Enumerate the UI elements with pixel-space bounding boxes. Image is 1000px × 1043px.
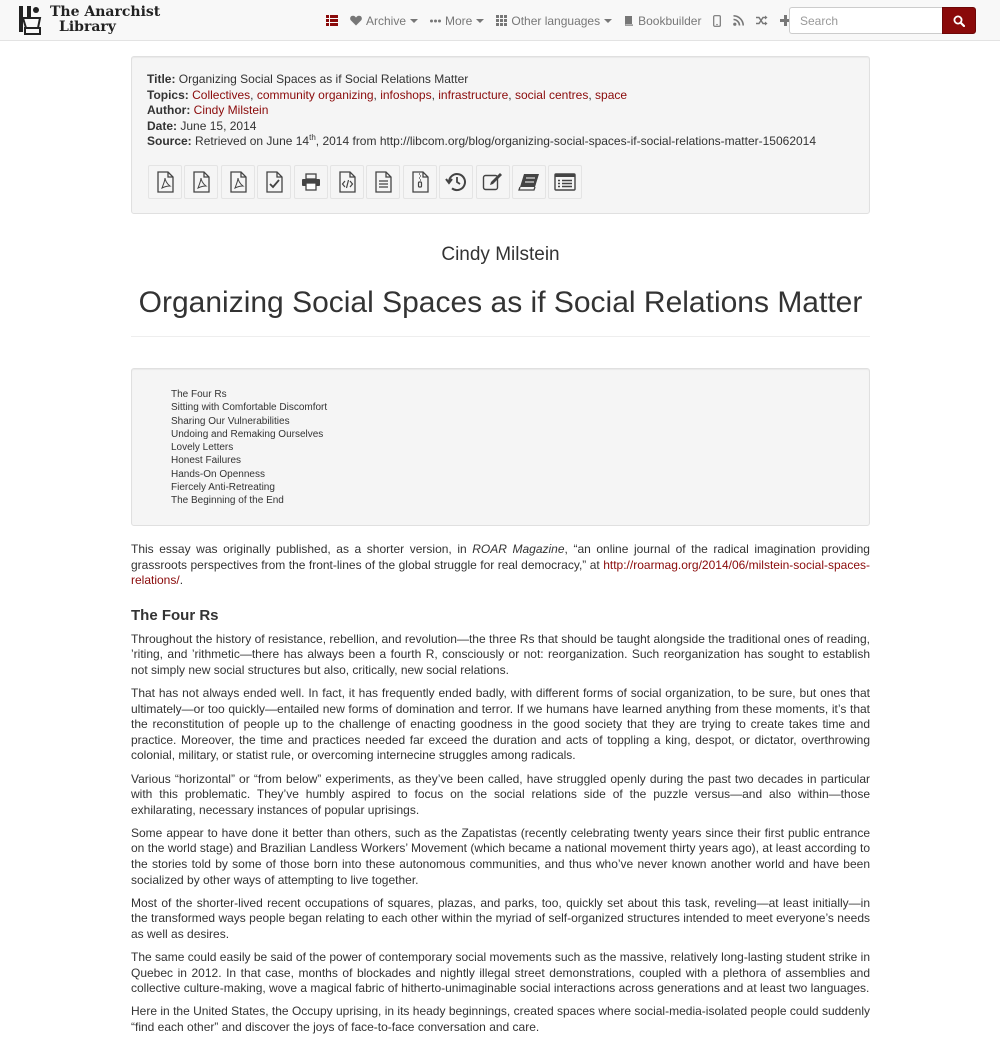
title-divider [131,336,870,337]
topic-separator: , [431,87,439,102]
toc-item[interactable]: Sitting with Comfortable Discomfort [171,402,328,414]
pdf-a4-icon [191,171,211,193]
topic-separator: , [588,87,596,102]
meta-source-post: , 2014 from http://libcom.org/blog/organizing-social-spaces-if-social-relations-matter-15062014 [315,134,817,148]
toc-item[interactable]: Sharing Our Vulnerabilities [171,415,290,427]
topic-link[interactable]: infrastructure [438,87,509,102]
history-icon [445,172,467,192]
article-author-heading: Cindy Milstein [441,244,560,265]
topic-link[interactable]: community organizing [256,87,374,102]
topic-link[interactable]: space [595,87,628,102]
toc-item[interactable]: Lovely Letters [171,442,234,454]
download-epub-button[interactable] [257,165,291,199]
body-paragraph: Various “horizontal” or “from below” experiments, as they’ve been called, have struggled openly during the past two decades in particular with this problematic. They’ve humbly aspired to focus on the social relations side of the puzzle versus—and also within—those exhilarating, necessary instances of popular uprisings. [131,771,870,817]
print-button[interactable] [294,165,328,199]
meta-date-value: June 15, 2014 [180,118,257,133]
body-paragraph: Most of the shorter-lived recent occupations of squares, plazas, and parks, too, quickly set about this task, reveling—at least initially—in the transformed ways people began relating to each other within the myriad of self-organized structures intended to meet everyone’s needs as well as desires. [131,895,870,941]
grid-icon [496,15,507,26]
epub-icon [264,171,284,193]
site-brand[interactable] [18,3,160,37]
nav-bookbuilder[interactable] [618,0,707,41]
rss-icon [733,15,744,26]
nav-random-button[interactable] [750,0,774,41]
section-heading: The Four Rs [131,606,219,624]
intro-post: . [179,573,184,588]
topic-separator: , [250,87,257,102]
table-of-contents-icon [554,173,576,191]
download-pdf-button[interactable] [148,165,182,199]
nav-rss-button[interactable] [727,0,750,41]
add-to-bookbuilder-button[interactable] [512,165,546,199]
article-body [131,542,870,1043]
source-zip-icon [410,171,430,193]
meta-author-label: Author: [147,103,191,117]
brand-text [50,5,160,35]
pdf-icon [155,171,175,193]
meta-date [147,119,854,135]
nav-bookbuilder-label: Bookbuilder [638,13,702,28]
ellipsis-icon [430,19,441,23]
body-paragraph: Throughout the history of resistance, rebellion, and revolution—the three Rs that should be taught alongside the traditional ones of reading, ’riting, and ’rithmetic—there has always been a fourth R, consciously or not: reorganization. Such reorganization has sought to establish not simply new social structures but also, critically, new social relations. [131,631,870,677]
topic-link[interactable]: social centres [514,87,589,102]
table-of-contents [131,368,870,526]
search-form [789,7,976,34]
nav-list-button[interactable] [320,0,344,41]
meta-title [147,72,854,88]
toc-item[interactable]: Fiercely Anti-Retreating [171,482,275,494]
article-title: Organizing Social Spaces as if Social Relations Matter [138,286,863,319]
text-info-panel [131,56,870,214]
toc-item[interactable]: Undoing and Remaking Ourselves [171,428,324,440]
pdf-letter-icon [228,171,248,193]
download-plain-text-button[interactable] [366,165,400,199]
meta-date-label: Date: [147,118,178,133]
intro-pre: This essay was originally published, as a shorter version, in [131,542,473,556]
chevron-down-icon [476,19,484,23]
random-icon [756,15,768,26]
download-source-button[interactable] [403,165,437,199]
body-paragraph: Some appear to have done it better than others, such as the Zapatistas (recently celebrating twenty years since their first public entrance on the world stage) and Brazilian Landless Workers’ Movement (which became a national movement thirty years ago), at least according to the stories told by some of those born into these autonomous communities, and thus who’ve never known another world and have been socialized by other ways of attempting to live together. [131,825,870,887]
plain-text-icon [373,171,393,193]
topic-separator: , [373,87,381,102]
meta-source-sup: th [309,133,316,142]
meta-author [147,103,854,119]
brand-line-1: The Anarchist [50,4,161,20]
magazine-name: ROAR Magazine [472,542,565,556]
download-pdf-letter-button[interactable] [221,165,255,199]
heart-icon [350,15,362,26]
toc-item[interactable]: The Four Rs [171,389,227,400]
intro-mid: , “an online journal of the radical imagination providing grassroots perspectives from the front-lines of the global struggle for real democracy,” at [131,542,870,572]
history-button[interactable] [439,165,473,199]
meta-source-label: Source: [147,134,192,148]
meta-topics-label: Topics: [147,87,189,102]
nav-archive[interactable] [344,0,424,41]
meta-topics [147,88,854,104]
topic-link[interactable]: Collectives [192,87,251,102]
toc-item[interactable]: Honest Failures [171,455,242,467]
book-icon [624,15,634,26]
toc-item[interactable]: Hands-On Openness [171,468,265,480]
edit-button[interactable] [476,165,510,199]
add-to-bookbuilder-icon [518,173,540,191]
print-icon [301,173,321,191]
mobile-icon [713,15,721,27]
download-toolbar [148,165,585,199]
edit-icon [482,172,504,192]
nav-other-languages-label: Other languages [511,13,601,28]
anarchist-library-logo [18,4,46,36]
meta-title-label: Title: [147,72,176,86]
download-html-button[interactable] [330,165,364,199]
chevron-down-icon [604,19,612,23]
meta-title-value: Organizing Social Spaces as if Social Relations Matter [178,72,469,86]
main-nav [320,0,797,41]
html-icon [337,171,357,193]
list-icon [326,15,338,26]
search-input[interactable] [789,7,942,34]
body-paragraph: That has not always ended well. In fact, it has frequently ended badly, with different forms of social organization, to be sure, but ones that ultimately—or too quickly—entailed new forms of domination and terror. If we humans have learned anything from these moments, it’s that the reconstitution of people up to the challenge of enacting goodness in the good society that they are trying to create takes time and practice. Moreover, the time and practices needed far exceed the duration and acts of toppling a king, despot, or dictator, overthrowing colonial, military, or statist rule, or overcoming internecine struggles among radicals. [131,686,870,763]
nav-more-label: More [445,13,473,28]
topic-separator: , [508,87,515,102]
brand-line-2: Library [59,19,116,35]
topic-link[interactable]: infoshops [380,87,432,102]
search-icon [953,15,965,27]
top-navbar [0,0,1000,41]
nav-other-languages[interactable] [490,0,618,41]
table-of-contents-button[interactable] [548,165,582,199]
nav-archive-label: Archive [366,13,407,28]
toc-item[interactable]: The Beginning of the End [171,495,284,507]
nav-more[interactable] [424,0,490,41]
author-link[interactable]: Cindy Milstein [193,103,269,117]
meta-source [147,134,854,150]
nav-mobile-button[interactable] [707,0,727,41]
roar-link[interactable]: http://roarmag.org/2014/06/milstein-social-spaces-relations/ [131,557,870,588]
body-paragraph: The same could easily be said of the power of contemporary social movements such as the massive, relatively long-lasting student strike in Quebec in 2012. In that case, months of blockades and nightly illegal street demonstrations, coupled with a plethora of assemblies and collective culture-making, wove a magical fabric of hitherto-unimaginable social interactions across generations and at least two languages. [131,949,870,996]
body-paragraph: Here in the United States, the Occupy uprising, in its heady beginnings, created spaces where social-media-isolated people could suddenly “find each other” and discover the joys of face-to-face conversation and care. [131,1004,870,1034]
download-pdf-a4-button[interactable] [184,165,218,199]
search-button[interactable] [942,7,976,34]
intro-paragraph [131,542,870,589]
meta-source-pre: Retrieved on June 14 [195,134,310,148]
chevron-down-icon [410,19,418,23]
